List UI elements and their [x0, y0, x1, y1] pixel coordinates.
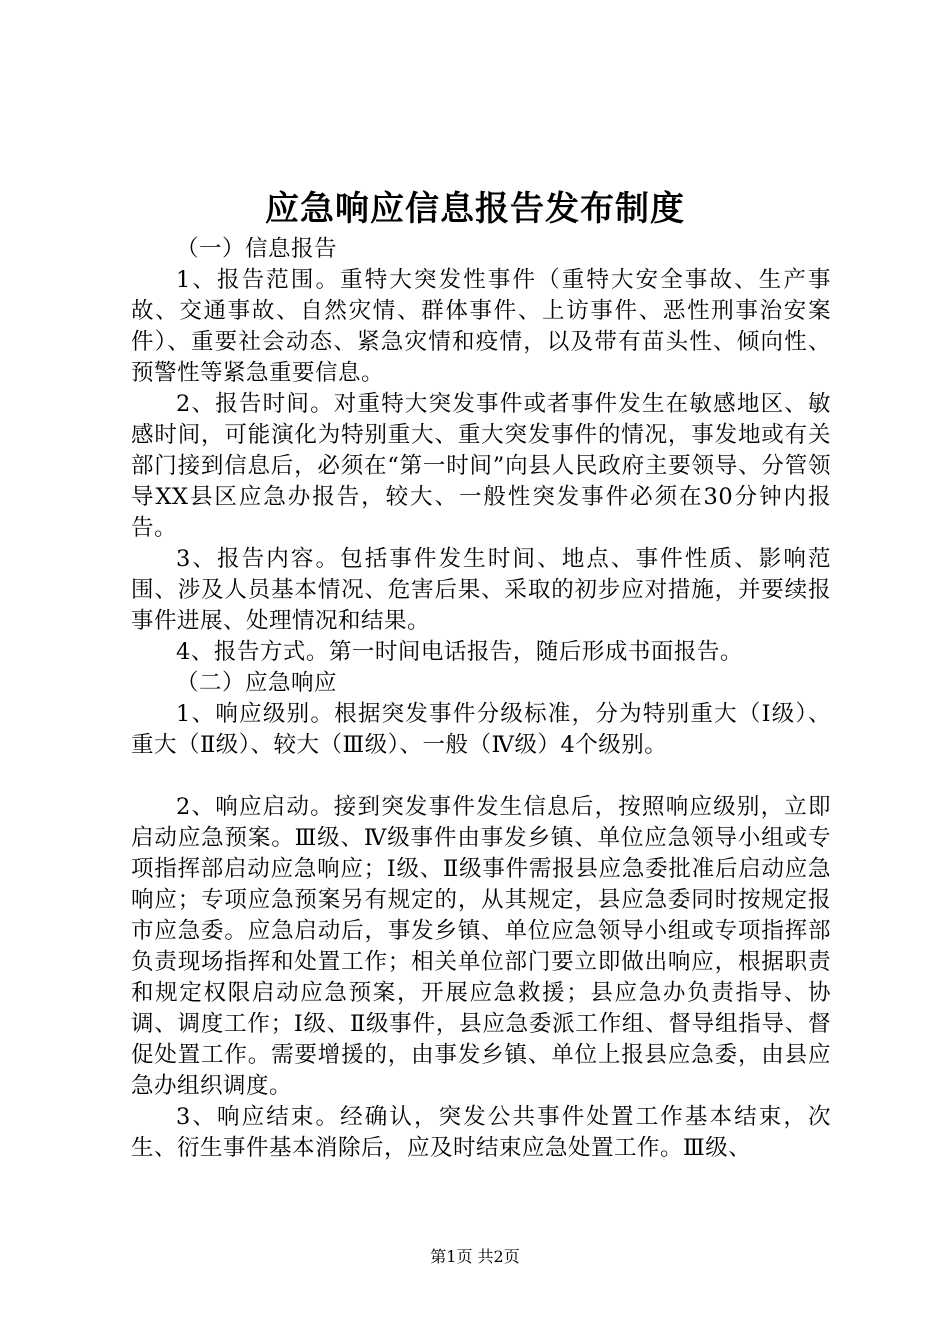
- paragraph-response-start: 2、响应启动。接到突发事件发生信息后，按照响应级别，立即启动应急预案。Ⅲ级、Ⅳ级事件由事发乡镇、单位应急领导小组或专项指挥部启动应急响应；Ⅰ级、Ⅱ级事件需报县应急委批准后启动应急响应；专项应急预案另有规定的，从其规定，县应急委同时按规定报市应急委。应急启动后，事发乡镇、单位应急领导小组或专项指挥部负责现场指挥和处置工作；相关单位部门要立即做出响应，根据职责和规定权限启动应急预案，开展应急救援；县应急办负责指导、协调、调度工作；Ⅰ级、Ⅱ级事件，县应急委派工作组、督导组指导、督促处置工作。需要增援的，由事发乡镇、单位上报县应急委，由县应急办组织调度。: [131, 794, 831, 1099]
- paragraph-report-content: 3、报告内容。包括事件发生时间、地点、事件性质、影响范围、涉及人员基本情况、危害后果、采取的初步应对措施，并要续报事件进展、处理情况和结果。: [131, 546, 831, 634]
- paragraph-response-end: 3、响应结束。经确认，突发公共事件处置工作基本结束，次生、衍生事件基本消除后，应及时结束应急处置工作。Ⅲ级、: [131, 1104, 831, 1161]
- document-body: [131, 234, 831, 1164]
- paragraph-response-level: 1、响应级别。根据突发事件分级标准，分为特别重大（Ⅰ级）、重大（Ⅱ级）、较大（Ⅲ级）、一般（Ⅳ级）4个级别。: [131, 701, 831, 758]
- page-number: 第1页 共2页: [430, 1247, 520, 1266]
- section-heading-info-report: （一）信息报告: [176, 236, 338, 262]
- document-title: 应急响应信息报告发布制度: [265, 189, 685, 229]
- paragraph-report-method: 4、报告方式。第一时间电话报告，随后形成书面报告。: [176, 639, 743, 665]
- paragraph-report-time: 2、报告时间。对重特大突发事件或者事件发生在敏感地区、敏感时间，可能演化为特别重大、重大突发事件的情况，事发地或有关部门接到信息后，必须在“第一时间”向县人民政府主要领导、分管领导XX县区应急办报告，较大、一般性突发事件必须在30分钟内报告。: [131, 391, 831, 541]
- section-heading-emergency-response: （二）应急响应: [176, 670, 338, 696]
- paragraph-report-scope: 1、报告范围。重特大突发性事件（重特大安全事故、生产事故、交通事故、自然灾情、群体事件、上访事件、恶性刑事治安案件）、重要社会动态、紧急灾情和疫情，以及带有苗头性、倾向性、预警性等紧急重要信息。: [131, 267, 831, 386]
